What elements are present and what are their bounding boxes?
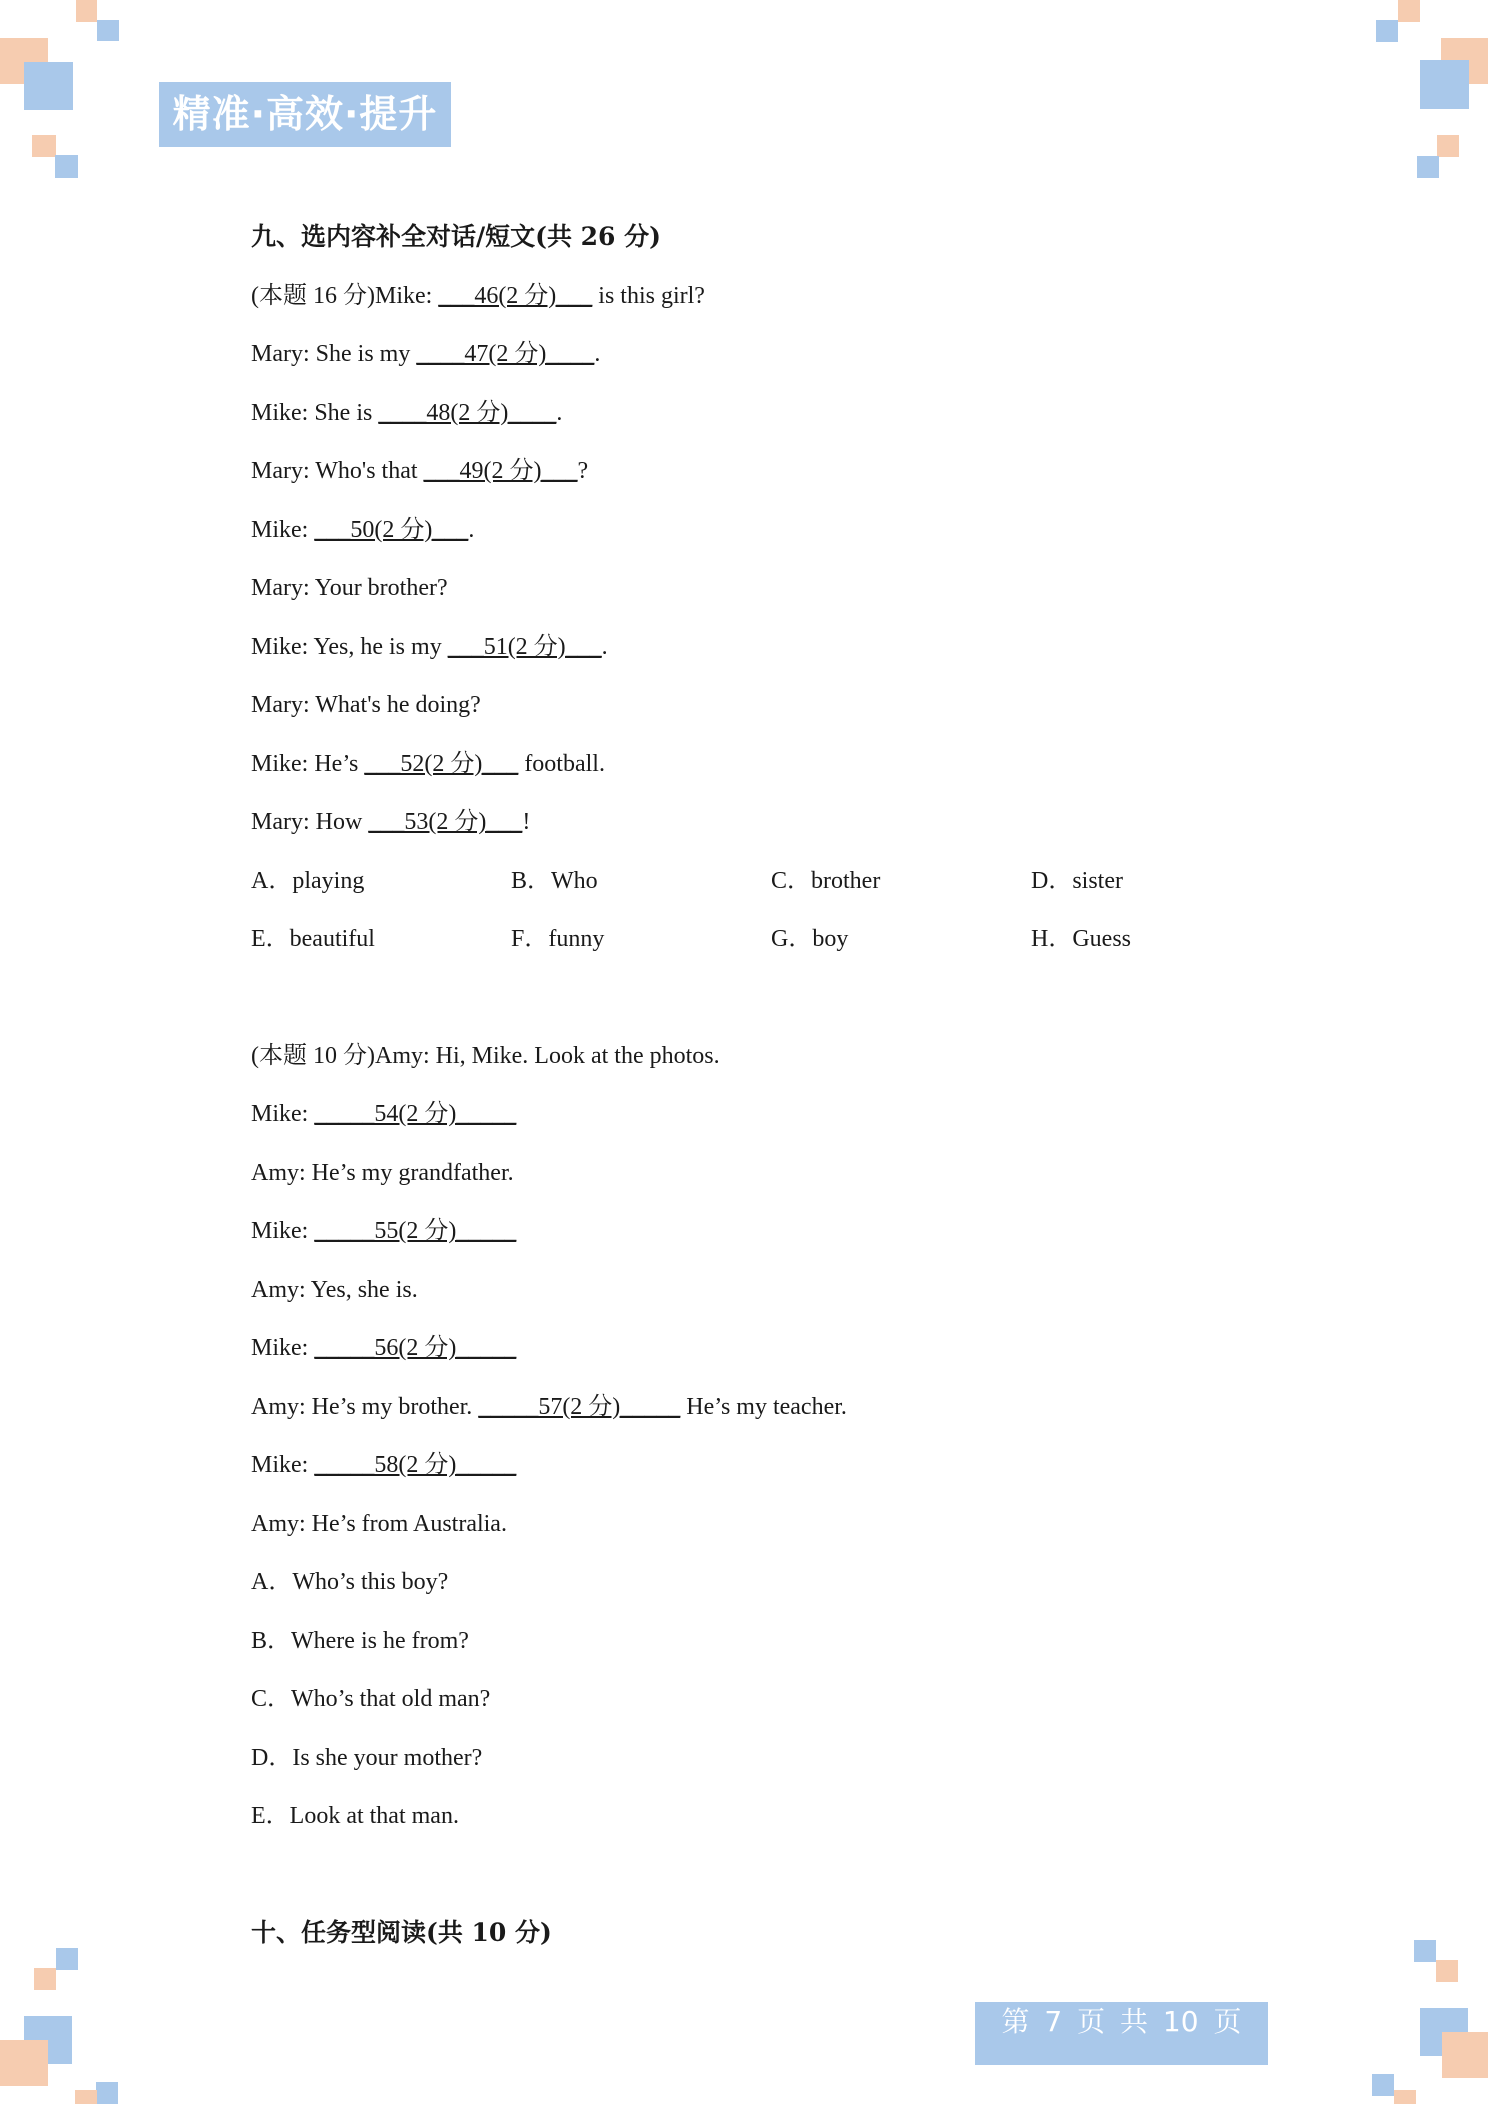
answer-blank: _____58(2 分)_____ — [314, 1452, 517, 1478]
answer-blank: ___49(2 分)___ — [423, 458, 578, 484]
dialogue-line — [251, 625, 1301, 684]
line-text: Mike: He’s — [251, 750, 365, 777]
dialogue-line — [251, 742, 1301, 801]
answer-blank: ___50(2 分)___ — [314, 516, 469, 543]
line-text-after: is this girl? — [592, 282, 705, 309]
line-text-after: . — [601, 633, 608, 660]
dialogue-line — [251, 391, 1301, 450]
line-text: Mike: — [251, 1335, 315, 1361]
line-text: Amy: He’s my brother. — [251, 1393, 479, 1420]
line-text: Mike: — [251, 1452, 315, 1478]
dialogue-line — [251, 1209, 1301, 1268]
option-c: C．brother — [771, 867, 881, 894]
option-a: A．playing — [251, 867, 365, 894]
dialogue-1 — [251, 274, 1301, 859]
answer-blank: _____56(2 分)_____ — [314, 1335, 517, 1361]
answer-blank: _____54(2 分)_____ — [314, 1101, 517, 1127]
line-text: Amy: He’s my grandfather. — [251, 1159, 514, 1186]
answer-blank: ___53(2 分)___ — [368, 809, 523, 835]
dialogue-line — [251, 449, 1301, 508]
dialogue-line — [251, 1151, 1301, 1210]
option-list-item: D．Is she your mother? — [251, 1744, 483, 1771]
spacer — [251, 1853, 1301, 1911]
line-text: Mary: Your brother? — [251, 575, 448, 601]
answer-blank: ____47(2 分)____ — [416, 341, 595, 367]
answer-blank: ____48(2 分)____ — [378, 399, 557, 426]
line-text: Amy: He’s from Australia. — [251, 1510, 507, 1537]
line-text: Mary: Who's that — [251, 458, 424, 484]
line-text-after: . — [556, 399, 563, 426]
page-number: 第 7 页 共 10 页 — [975, 2002, 1268, 2065]
line-text-after: . — [468, 516, 475, 543]
dialogue-line — [251, 1268, 1301, 1327]
dialogue-line — [251, 566, 1301, 625]
dialogue-line — [251, 274, 1301, 333]
option-h: H．Guess — [1031, 926, 1131, 952]
dialogue-line — [251, 1443, 1301, 1502]
spacer — [251, 976, 1301, 1034]
option-b: B．Who — [511, 867, 598, 894]
line-text: Mary: She is my — [251, 341, 417, 367]
answer-blank: ___51(2 分)___ — [447, 633, 602, 660]
header-banner: 精准·高效·提升 — [159, 82, 451, 147]
dialogue-line — [251, 800, 1301, 859]
dialogue-line — [251, 1385, 1301, 1444]
dialogue-line — [251, 332, 1301, 391]
line-text-after: He’s my teacher. — [680, 1393, 847, 1420]
option-list-item: A．Who’s this boy? — [251, 1569, 449, 1595]
dialogue-line — [251, 1034, 1301, 1093]
line-text: Mike: She is — [251, 399, 379, 426]
option-list-item: E．Look at that man. — [251, 1803, 459, 1829]
section-10-heading: 十、任务型阅读(共 10 分) — [251, 1917, 552, 1947]
dialogue-line — [251, 1502, 1301, 1561]
line-text: (本题 16 分)Mike: — [251, 282, 439, 309]
line-text: Mike: — [251, 516, 315, 543]
answer-blank: _____57(2 分)_____ — [478, 1393, 681, 1420]
line-text-after: . — [594, 341, 601, 367]
options-row-1 — [251, 859, 1301, 918]
dialogue-line — [251, 1326, 1301, 1385]
line-text: Mike: Yes, he is my — [251, 633, 448, 660]
section-9-heading: 九、选内容补全对话/短文(共 26 分) — [251, 222, 661, 251]
line-text: Mary: How — [251, 809, 369, 835]
dialogue-2 — [251, 1034, 1301, 1561]
line-text: (本题 10 分)Amy: Hi, Mike. Look at the photos. — [251, 1042, 720, 1069]
line-text-after: ? — [577, 458, 589, 484]
option-d: D．sister — [1031, 867, 1123, 894]
answer-blank: ___52(2 分)___ — [364, 750, 519, 777]
answer-blank: _____55(2 分)_____ — [314, 1218, 517, 1244]
option-f: F．funny — [511, 926, 605, 952]
line-text: Mary: What's he doing? — [251, 692, 481, 718]
document-body — [251, 215, 1301, 1969]
line-text: Mike: — [251, 1101, 315, 1127]
answer-blank: ___46(2 分)___ — [438, 282, 593, 309]
option-list-item: C．Who’s that old man? — [251, 1686, 491, 1712]
line-text: Amy: Yes, she is. — [251, 1276, 418, 1303]
option-e: E．beautiful — [251, 926, 375, 952]
option-list-item: B．Where is he from? — [251, 1627, 469, 1654]
dialogue-line — [251, 1092, 1301, 1151]
option-g: G．boy — [771, 926, 849, 952]
line-text-after: football. — [518, 750, 605, 777]
options-row-2 — [251, 917, 1301, 976]
line-text: Mike: — [251, 1218, 315, 1244]
dialogue-line — [251, 683, 1301, 742]
dialogue-line — [251, 508, 1301, 567]
line-text-after: ! — [522, 809, 531, 835]
